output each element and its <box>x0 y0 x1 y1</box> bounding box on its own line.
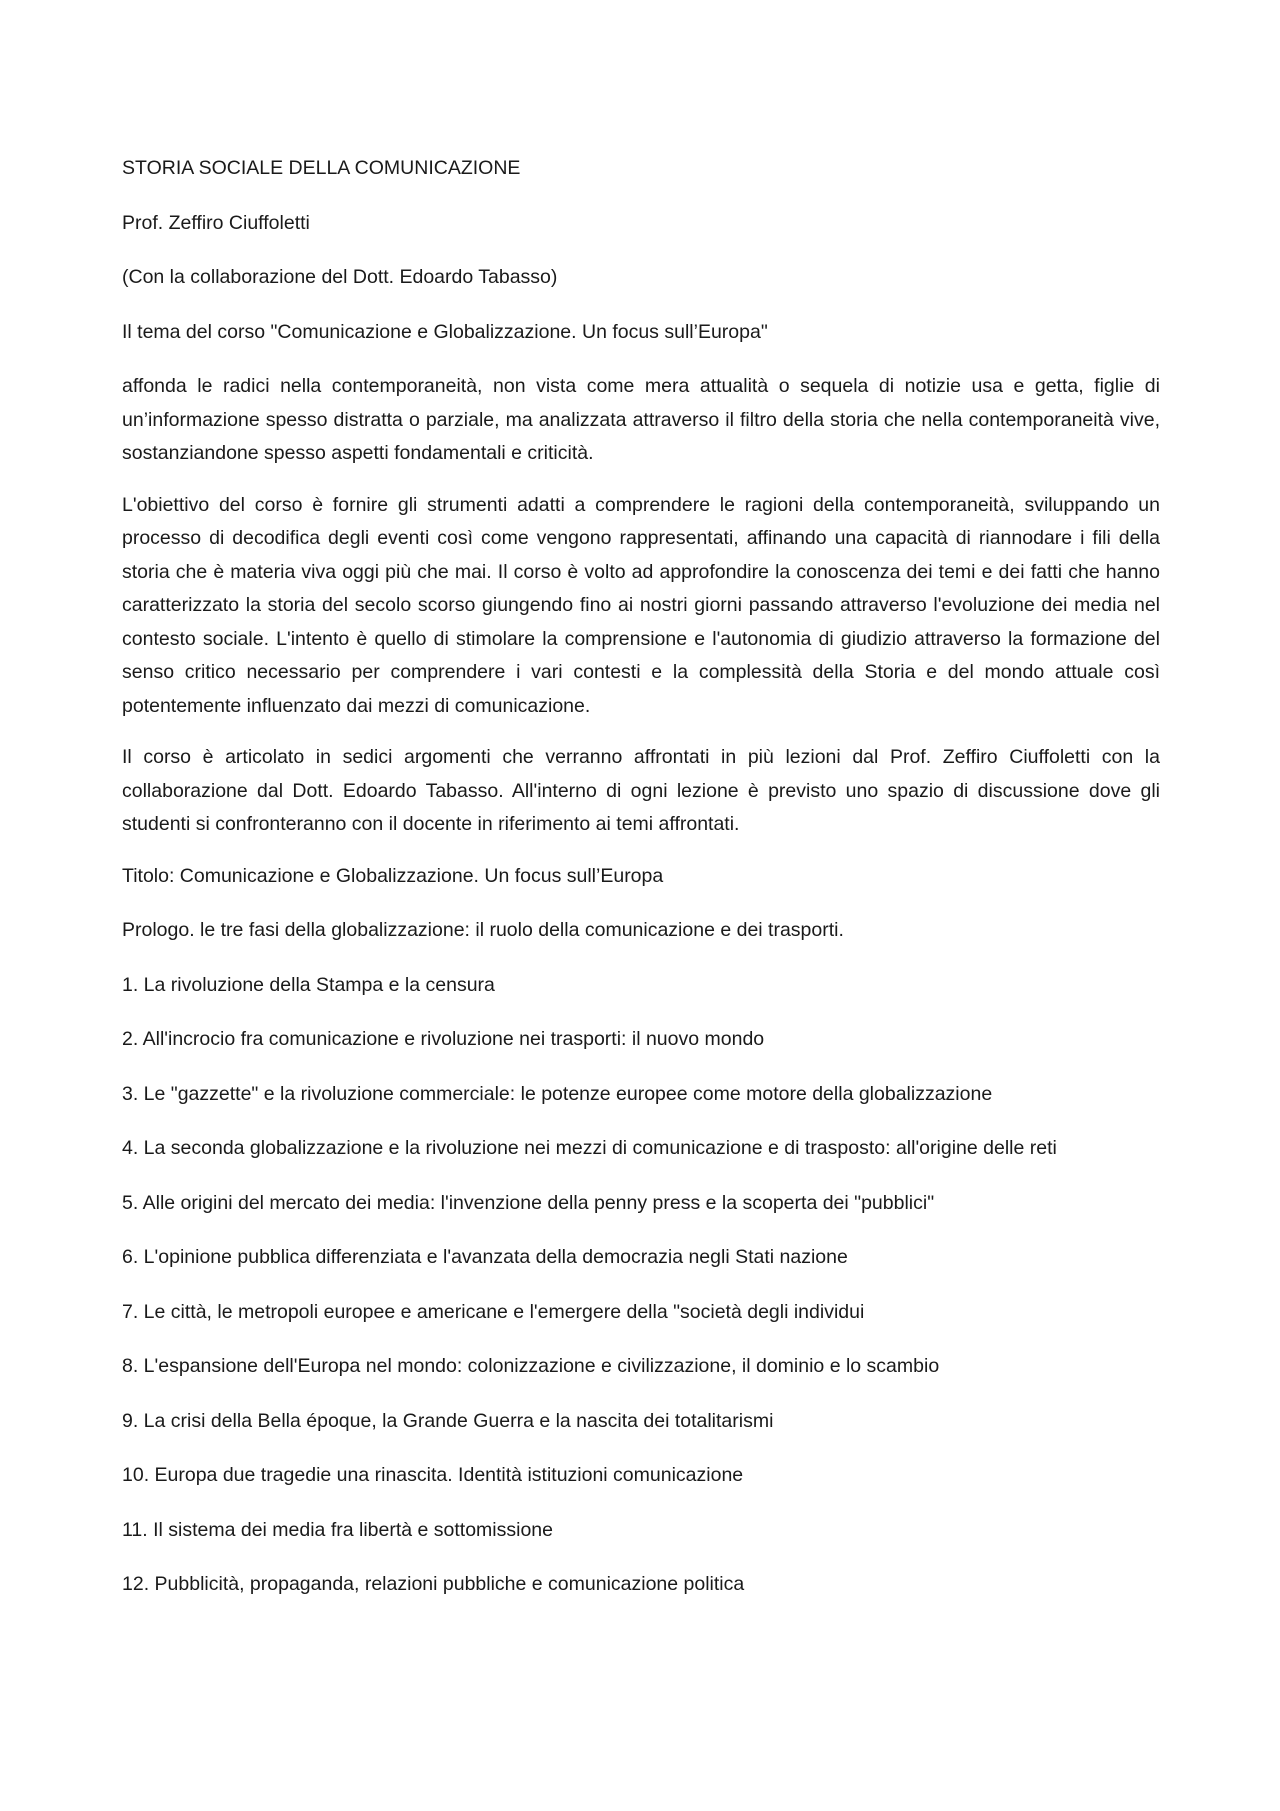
list-item: 11. Il sistema dei media fra libertà e sottomissione <box>122 1518 553 1541</box>
list-item: 12. Pubblicità, propaganda, relazioni pubbliche e comunicazione politica <box>122 1573 745 1595</box>
course-theme: Il tema del corso "Comunicazione e Globalizzazione. Un focus sull’Europa" <box>122 320 768 343</box>
list-item: 7. Le città, le metropoli europee e americane e l'emergere della "società degli individui <box>122 1300 865 1323</box>
list-item: 6. L'opinione pubblica differenziata e l'avanzata della democrazia negli Stati nazione <box>122 1246 848 1268</box>
structure-paragraph: Il corso è articolato in sedici argomenti che verranno affrontati in più lezioni dal Prof. Zeffiro Ciuffoletti con la collaborazione dal Dott. Edoardo Tabasso. All'interno di ogni lezione è previsto uno spazio di discussione dove gli studenti si confronteranno con il docente in riferimento ai temi affrontati. <box>122 746 1160 835</box>
list-item: 4. La seconda globalizzazione e la rivoluzione nei mezzi di comunicazione e di trasposto: all'origine delle reti <box>122 1137 1057 1159</box>
course-title: Titolo: Comunicazione e Globalizzazione. Un focus sull’Europa <box>122 864 664 887</box>
prologue: Prologo. le tre fasi della globalizzazione: il ruolo della comunicazione e dei trasporti. <box>122 919 844 941</box>
objective-paragraph: L'obiettivo del corso è fornire gli strumenti adatti a comprendere le ragioni della contemporaneità, sviluppando un processo di decodifica degli eventi così come vengono rappresentati, affinando una capacità di riannodare i fili della storia che è materia viva oggi più che mai. Il corso è volto ad approfondire la conoscenza dei temi e dei fatti che hanno caratterizzato la storia del secolo scorso giungendo fino ai nostri giorni passando attraverso l'evoluzione dei media nel contesto sociale. L'intento è quello di stimolare la comprensione e l'autonomia di giudizio attraverso la formazione del senso critico necessario per comprendere i vari contesti e la complessità della Storia e del mondo attuale così potentemente influenzato dai mezzi di comunicazione. <box>122 493 1160 717</box>
list-item: 3. Le "gazzette" e la rivoluzione commerciale: le potenze europee come motore della globalizzazione <box>122 1082 993 1105</box>
intro-paragraph: affonda le radici nella contemporaneità, non vista come mera attualità o sequela di notizie usa e getta, figlie di un’informazione spesso distratta o parziale, ma analizzata attraverso il filtro della storia che nella contemporaneità vive, sostanziandone spesso aspetti fondamentali e criticità. <box>122 375 1160 464</box>
list-item: 9. La crisi della Bella époque, la Grande Guerra e la nascita dei totalitarismi <box>122 1409 774 1432</box>
document-title: STORIA SOCIALE DELLA COMUNICAZIONE <box>122 157 521 179</box>
list-item: 5. Alle origini del mercato dei media: l'invenzione della penny press e la scoperta dei "pubblici" <box>122 1191 935 1214</box>
document-page <box>122 152 1160 1623</box>
topic-list <box>122 969 1160 1602</box>
list-item: 2. All'incrocio fra comunicazione e rivoluzione nei trasporti: il nuovo mondo <box>122 1028 765 1050</box>
list-item: 1. La rivoluzione della Stampa e la censura <box>122 973 495 996</box>
collaboration-note: (Con la collaborazione del Dott. Edoardo Tabasso) <box>122 266 558 288</box>
professor-name: Prof. Zeffiro Ciuffoletti <box>122 211 310 234</box>
list-item: 8. L'espansione dell'Europa nel mondo: colonizzazione e civilizzazione, il dominio e lo scambio <box>122 1355 940 1377</box>
list-item: 10. Europa due tragedie una rinascita. Identità istituzioni comunicazione <box>122 1464 744 1486</box>
